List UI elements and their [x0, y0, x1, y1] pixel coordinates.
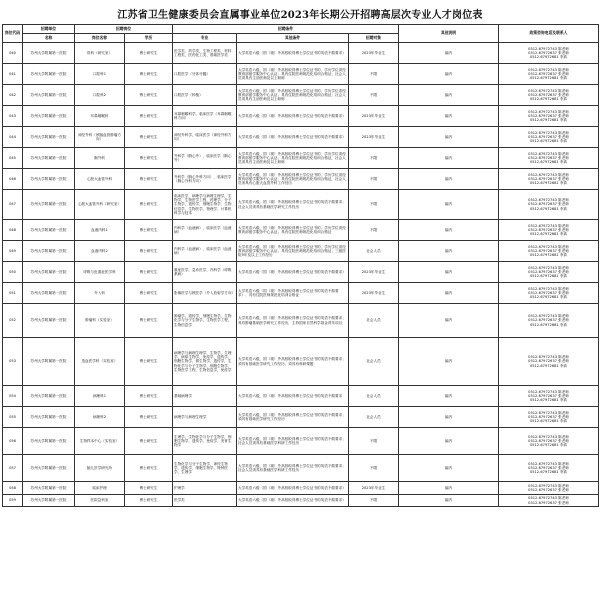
other-conditions-cell: 大学英语六级，国（境）外高校取得博士学位证书的，学历学位须经教育部留学服务中心认证；具有住院医师规范化培训合格证 — [237, 220, 349, 241]
major-cell: 临床医学，病理学与病理生理学，生物学，生物医学工程，药理学，分子生物学，遗传学，细胞生物学，生物信息学，生物医学、物理学、计算机科学与技术 — [173, 190, 237, 220]
unit-name-cell: 苏州大学附属第一医院 — [23, 148, 75, 169]
remark-cell: 编内 — [399, 190, 499, 220]
degree-cell: 博士研究生 — [125, 85, 173, 106]
post-code-cell: 056 — [3, 428, 23, 455]
degree-cell: 博士研究生 — [125, 262, 173, 283]
major-cell: 神经外科学，临床医学（神经外科方向） — [173, 127, 237, 148]
post-name-cell: 呼吸与危重症医学科 — [75, 262, 125, 283]
table-row — [3, 428, 599, 455]
header-row-1 — [3, 25, 599, 34]
table-row — [3, 169, 599, 190]
other-conditions-cell: 大学英语六级（国（境）外高校取得博士学位证书的英语不做要求） — [237, 495, 349, 507]
major-cell: 重症医学，急诊医学，内科学（呼吸系病） — [173, 262, 237, 283]
contact-cell — [499, 220, 599, 241]
post-code-cell: 042 — [3, 85, 23, 106]
contact-line: 0512-67972743 陈老师 — [528, 314, 569, 319]
contact-cell — [499, 127, 599, 148]
post-code-cell: 047 — [3, 190, 23, 220]
contact-cell — [499, 482, 599, 495]
table-row — [3, 495, 599, 507]
contact-line: 0512-67972637 张老师 — [528, 50, 569, 55]
target-cell: 不限 — [349, 64, 399, 85]
degree-cell: 博士研究生 — [125, 64, 173, 85]
table-row — [3, 241, 599, 262]
unit-name-cell: 苏州大学附属第一医院 — [23, 169, 75, 190]
target-cell: 社会人员 — [349, 338, 399, 386]
contact-line: 0512-67972637 张老师 — [528, 290, 569, 295]
table-row — [3, 190, 599, 220]
table-row — [3, 43, 599, 64]
degree-cell: 博士研究生 — [125, 43, 173, 64]
header-major: 专业 — [173, 34, 237, 43]
other-conditions-cell: 大学英语六级（国（境）外高校取得博士学位证书的英语不做要求）；具有住院医师规范化培训合格证 — [237, 283, 349, 304]
other-conditions-cell: 大学英语六级（国（境）外高校取得博士学位证书的英语不做要求） — [237, 262, 349, 283]
post-name-cell: 血液内科2 — [75, 241, 125, 262]
header-degree: 学历 — [125, 34, 173, 43]
post-name-cell: 骨科（研究室） — [75, 43, 125, 64]
unit-name-cell: 苏州大学附属第一医院 — [23, 407, 75, 428]
major-cell: 医学类 — [173, 495, 237, 507]
remark-cell: 编内 — [399, 428, 499, 455]
contact-line: 0512-67972637 张老师 — [528, 202, 569, 207]
post-code-cell: 046 — [3, 169, 23, 190]
post-code-cell: 052 — [3, 304, 23, 338]
table-row — [3, 407, 599, 428]
other-conditions-cell: 大学英语六级（国（境）外高校取得博士学位证书的英语不做要求） — [237, 482, 349, 495]
other-conditions-cell: 大学英语六级，国（境）外高校取得博士学位证书的英语不做要求；须具有基础医学研究工作经历，须具有科研课题 — [237, 338, 349, 386]
post-code-cell: 058 — [3, 482, 23, 495]
post-code-cell: 054 — [3, 386, 23, 407]
degree-cell: 博士研究生 — [125, 338, 173, 386]
contact-cell — [499, 169, 599, 190]
contact-line: 0512-67972743 陈老师 — [528, 461, 569, 466]
degree-cell: 博士研究生 — [125, 386, 173, 407]
degree-cell: 博士研究生 — [125, 428, 173, 455]
degree-cell: 博士研究生 — [125, 106, 173, 127]
table-row — [3, 85, 599, 106]
target-cell: 2023年毕业生 — [349, 106, 399, 127]
degree-cell: 博士研究生 — [125, 190, 173, 220]
other-conditions-cell: 大学英语六级（国（境）外高校取得博士学位证书的英语不做要求） — [237, 106, 349, 127]
contact-line: 0512-67972743 陈老师 — [528, 109, 569, 114]
unit-name-cell: 苏州大学附属第一医院 — [23, 386, 75, 407]
remark-cell: 编内 — [399, 148, 499, 169]
page-title: 江苏省卫生健康委员会直属事业单位2023年长期公开招聘高层次专业人才岗位表 — [117, 10, 483, 21]
post-name-cell: 医院急科室 — [75, 495, 125, 507]
remark-cell: 编内 — [399, 304, 499, 338]
contact-line: 0512-67972681 李真 — [529, 232, 568, 237]
contact-line: 0512-67972637 张老师 — [528, 500, 569, 505]
job-table — [2, 24, 599, 507]
target-cell: 社会人员 — [349, 304, 399, 338]
post-code-cell: 040 — [3, 43, 23, 64]
major-cell: 生理学，生物化学与分子生物学，细胞生物学，遗传学，免疫学，发育生物学 — [173, 428, 237, 455]
contact-line: 0512-67972637 张老师 — [528, 393, 569, 398]
contact-line: 0512-67972743 陈老师 — [528, 198, 569, 203]
contact-line: 0512-67972681 李真 — [529, 97, 568, 102]
contact-line: 0512-67972637 张老师 — [528, 227, 569, 232]
other-conditions-cell: 大学英语六级，国（境）外高校取得博士学位证书的英语不做要求；社会人员须具有基础医学科研工作经历 — [237, 455, 349, 482]
remark-cell: 编内 — [399, 482, 499, 495]
unit-name-cell: 苏州大学附属第一医院 — [23, 106, 75, 127]
contact-line: 0512-67972681 李真 — [529, 274, 568, 279]
contact-cell — [499, 148, 599, 169]
degree-cell: 博士研究生 — [125, 127, 173, 148]
contact-line: 0512-67972743 陈老师 — [528, 483, 569, 488]
contact-cell — [499, 407, 599, 428]
other-conditions-cell: 大学英语六级，国（境）外高校取得博士学位证书的英语不做要求；具有肿瘤基础医学研究工作经历，主持国家自然科学基金青年项目 — [237, 304, 349, 338]
remark-cell: 编内 — [399, 495, 499, 507]
table-row — [3, 283, 599, 304]
contact-line: 0512-67972743 陈老师 — [528, 355, 569, 360]
post-code-cell: 048 — [3, 220, 23, 241]
contact-line: 0512-67972743 陈老师 — [528, 244, 569, 249]
contact-line: 0512-67972681 李真 — [529, 76, 568, 81]
other-conditions-cell: 大学英语六级，国（境）外高校取得博士学位证书的英语不做要求；须具有基础医学研究工作经历 — [237, 407, 349, 428]
major-cell: 内科学（血液病），临床医学（血液病） — [173, 220, 237, 241]
contact-cell — [499, 106, 599, 127]
contact-line: 0512-67972681 李真 — [529, 181, 568, 186]
contact-line: 0512-67972743 陈老师 — [528, 286, 569, 291]
contact-line: 0512-67972637 张老师 — [528, 134, 569, 139]
contact-cell — [499, 43, 599, 64]
post-name-cell: 耳鼻咽喉科 — [75, 106, 125, 127]
contact-line: 0512-67972743 陈老师 — [528, 389, 569, 394]
contact-line: 0512-67972681 李真 — [529, 398, 568, 403]
target-cell: 不限 — [349, 169, 399, 190]
contact-cell — [499, 85, 599, 106]
target-cell: 不限 — [349, 455, 399, 482]
remark-cell: 编内 — [399, 106, 499, 127]
contact-line: 0512-67972681 李真 — [529, 322, 568, 327]
target-cell: 2023年毕业生 — [349, 262, 399, 283]
unit-name-cell: 苏州大学附属第一医院 — [23, 241, 75, 262]
post-code-cell: 045 — [3, 148, 23, 169]
contact-cell — [499, 190, 599, 220]
other-conditions-cell: 大学英语六级，国（境）外高校取得博士学位证书的，学历学位须经教育部留学服务中心认证；具有住院医师规范化培训合格证，社会人员须具有主治医师及以上职称 — [237, 148, 349, 169]
major-cell: 病理学与病理生理学 — [173, 407, 237, 428]
post-name-cell: 心脏大血管外科（研究室） — [75, 190, 125, 220]
major-cell: 医学类，药学类，生物工程类、材料工程类，医药化工类、基础医学类 — [173, 43, 237, 64]
contact-line: 0512-67972637 张老师 — [528, 113, 569, 118]
major-cell: 生物化学与分子生物学，神经生物学，遗传学，细胞生物学，特种医学，生理学 — [173, 455, 237, 482]
post-name-cell: 临床护理 — [75, 482, 125, 495]
post-name-cell: 胸外科 — [75, 148, 125, 169]
post-code-cell: 044 — [3, 127, 23, 148]
other-conditions-cell: 大学英语六级，国（境）外高校取得博士学位证书的英语不做要求；社会人员须具有基础医学科研工作经历 — [237, 428, 349, 455]
remark-cell: 编内 — [399, 85, 499, 106]
post-name-cell: 病理科1 — [75, 386, 125, 407]
major-cell: 耳鼻咽喉科学，临床医学（耳鼻咽喉科方向） — [173, 106, 237, 127]
major-cell: 内科学（血液病），临床医学（血液病） — [173, 241, 237, 262]
remark-cell: 编内 — [399, 386, 499, 407]
contact-line: 0512-67972637 张老师 — [528, 176, 569, 181]
unit-name-cell: 苏州大学附属第一医院 — [23, 338, 75, 386]
contact-line: 0512-67972681 李真 — [529, 160, 568, 165]
contact-line: 0512-67972743 陈老师 — [528, 88, 569, 93]
other-conditions-cell: 大学英语六级，国（境）外高校取得博士学位证书的，学历学位须经教育部留学服务中心认证；具有住院医师规范化培训合格证；社会人员须具有主治医师及以上职称 — [237, 85, 349, 106]
table-row — [3, 455, 599, 482]
target-cell: 不限 — [349, 190, 399, 220]
remark-cell: 编内 — [399, 407, 499, 428]
contact-line: 0512-67972743 陈老师 — [528, 223, 569, 228]
contact-cell — [499, 304, 599, 338]
contact-line: 0512-67972637 张老师 — [528, 92, 569, 97]
contact-cell — [499, 495, 599, 507]
contact-line: 0512-67972743 陈老师 — [528, 410, 569, 415]
major-cell: 外科学（胸心外），临床医学（胸心外） — [173, 148, 237, 169]
other-conditions-cell: 大学英语六级，国（境）外高校取得博士学位证书的，学历学位须经教育部留学服务中心认证；具有住院医师规范化培训合格证；社会人员须具有主治医师及以上职称 — [237, 64, 349, 85]
remark-cell: 编内 — [399, 127, 499, 148]
header-group-post: 招聘岗位 — [75, 25, 173, 34]
contact-line: 0512-67972637 张老师 — [528, 71, 569, 76]
degree-cell: 博士研究生 — [125, 283, 173, 304]
post-code-cell: 049 — [3, 241, 23, 262]
contact-line: 0512-67972637 张老师 — [528, 248, 569, 253]
post-name-cell: 脑儿医学研究所 — [75, 455, 125, 482]
contact-line: 0512-67972681 李真 — [529, 139, 568, 144]
post-name-cell: 心脏大血管外科 — [75, 169, 125, 190]
unit-name-cell: 苏州大学附属第一医院 — [23, 482, 75, 495]
major-cell: 口腔医学（牙体牙髓） — [173, 64, 237, 85]
other-conditions-cell: 大学英语六级，国（境）外高校取得博士学位证书的英语不做要求；社会人员须具有基础医学研究工作经历 — [237, 190, 349, 220]
post-name-cell: 血液内科1 — [75, 220, 125, 241]
degree-cell: 博士研究生 — [125, 495, 173, 507]
target-cell: 2023年毕业生 — [349, 283, 399, 304]
target-cell: 不限 — [349, 220, 399, 241]
degree-cell: 博士研究生 — [125, 407, 173, 428]
contact-line: 0512-67972681 李真 — [529, 419, 568, 424]
contact-line: 0512-67972681 李真 — [529, 443, 568, 448]
post-code-cell: 051 — [3, 283, 23, 304]
header-other: 其他条件 — [237, 34, 349, 43]
target-cell: 不限 — [349, 85, 399, 106]
post-code-cell: 053 — [3, 338, 23, 386]
header-target: 招聘对象 — [349, 34, 399, 43]
contact-line: 0512-67972637 张老师 — [528, 488, 569, 492]
contact-cell — [499, 241, 599, 262]
post-code-cell: 050 — [3, 262, 23, 283]
contact-line: 0512-67972743 陈老师 — [528, 130, 569, 135]
major-cell: 基础病理学 — [173, 386, 237, 407]
header-post-code: 岗位代码 — [3, 25, 23, 43]
remark-cell: 编内 — [399, 262, 499, 283]
table-row — [3, 482, 599, 495]
unit-name-cell: 苏州大学附属第一医院 — [23, 283, 75, 304]
target-cell: 2023年毕业生 — [349, 127, 399, 148]
contact-cell — [499, 428, 599, 455]
contact-line: 0512-67972637 张老师 — [528, 414, 569, 419]
table-row — [3, 338, 599, 386]
post-code-cell: 059 — [3, 495, 23, 507]
remark-cell: 编内 — [399, 169, 499, 190]
degree-cell: 博士研究生 — [125, 304, 173, 338]
other-conditions-cell: 大学英语六级，国（境）外高校取得博士学位证书的，学历学位须经教育部留学服务中心认证；具有住院医师规范化培训合格证；三级医院5年及以上工作经历 — [237, 241, 349, 262]
unit-name-cell: 苏州大学附属第一医院 — [23, 127, 75, 148]
contact-line: 0512-67972637 张老师 — [528, 465, 569, 470]
major-cell: 外科学（胸心外科方向），临床医学（胸心外科方向） — [173, 169, 237, 190]
remark-cell: 编内 — [399, 43, 499, 64]
degree-cell: 博士研究生 — [125, 220, 173, 241]
other-conditions-cell: 大学英语六级（国（境）外高校取得博士学位证书的英语不做要求） — [237, 43, 349, 64]
target-cell: 社会人员 — [349, 386, 399, 407]
major-cell: 护理学 — [173, 482, 237, 495]
unit-name-cell: 苏州大学附属第一医院 — [23, 495, 75, 507]
post-name-cell: 病理科2 — [75, 407, 125, 428]
header-group-cond: 招聘条件 — [173, 25, 399, 34]
header-post-name: 岗位名称 — [75, 34, 125, 43]
unit-name-cell: 苏州大学附属第一医院 — [23, 220, 75, 241]
remark-cell: 编内 — [399, 338, 499, 386]
table-row — [3, 127, 599, 148]
remark-cell: 编内 — [399, 455, 499, 482]
table-row — [3, 220, 599, 241]
major-cell: 肿瘤学，遗传学，细胞生物学，生物化学与分子生物学，生物医学工程，生物信息学 — [173, 304, 237, 338]
contact-line: 0512-67972681 李真 — [529, 206, 568, 211]
contact-cell — [499, 283, 599, 304]
post-name-cell: 口腔科1 — [75, 64, 125, 85]
post-code-cell: 057 — [3, 455, 23, 482]
header-contact: 政策咨询电话及联系人 — [499, 25, 599, 43]
unit-name-cell: 苏州大学附属第一医院 — [23, 455, 75, 482]
target-cell: 不限 — [349, 148, 399, 169]
degree-cell: 博士研究生 — [125, 482, 173, 495]
target-cell: 社会人员 — [349, 241, 399, 262]
contact-cell — [499, 386, 599, 407]
degree-cell: 博士研究生 — [125, 169, 173, 190]
contact-line: 0512-67972743 陈老师 — [528, 496, 569, 501]
remark-cell: 编内 — [399, 283, 499, 304]
post-name-cell: 神经外科（颅脑血管肿瘤方向） — [75, 127, 125, 148]
post-code-cell: 043 — [3, 106, 23, 127]
unit-name-cell: 苏州大学附属第一医院 — [23, 43, 75, 64]
header-remark: 其他说明 — [399, 25, 499, 43]
remark-cell: 编内 — [399, 241, 499, 262]
remark-cell: 编内 — [399, 64, 499, 85]
contact-line: 0512-67972681 李真 — [529, 363, 568, 368]
contact-line: 0512-67972743 陈老师 — [528, 172, 569, 177]
contact-line: 0512-67972743 陈老师 — [528, 46, 569, 51]
table-row — [3, 64, 599, 85]
unit-name-cell: 苏州大学附属第一医院 — [23, 304, 75, 338]
header-group-unit: 招聘单位 — [23, 25, 75, 34]
contact-line: 0512-67972743 陈老师 — [528, 67, 569, 72]
other-conditions-cell: 大学英语六级，国（境）外高校取得博士学位证书的英语不做要求 — [237, 386, 349, 407]
unit-name-cell: 苏州大学附属第一医院 — [23, 190, 75, 220]
post-name-cell: 口腔科2 — [75, 85, 125, 106]
contact-line: 0512-67972681 李真 — [529, 55, 568, 60]
unit-name-cell: 苏州大学附属第一医院 — [23, 64, 75, 85]
contact-line: 0512-67972681 李真 — [529, 470, 568, 475]
unit-name-cell: 苏州大学附属第一医院 — [23, 262, 75, 283]
degree-cell: 博士研究生 — [125, 148, 173, 169]
contact-line: 0512-67972681 李真 — [529, 295, 568, 300]
table-row — [3, 304, 599, 338]
post-name-cell: 介入科 — [75, 283, 125, 304]
unit-name-cell: 苏州大学附属第一医院 — [23, 85, 75, 106]
target-cell: 不限 — [349, 428, 399, 455]
contact-line: 0512-67972743 陈老师 — [528, 265, 569, 270]
contact-line: 0512-67972681 李真 — [529, 118, 568, 123]
target-cell: 2023年毕业生 — [349, 482, 399, 495]
contact-cell — [499, 338, 599, 386]
table-row — [3, 262, 599, 283]
contact-line: 0512-67972637 张老师 — [528, 438, 569, 443]
table-row — [3, 386, 599, 407]
contact-cell — [499, 262, 599, 283]
other-conditions-cell: 大学英语六级，国（境）外高校取得博士学位证书的，学历学位须经教育部留学服务中心认证；具有住院医师规范化培训合格证，社会人员须具有心脏大血管外科工作经历 — [237, 169, 349, 190]
unit-name-cell: 苏州大学附属第一医院 — [23, 428, 75, 455]
post-name-cell: 生物样本中心（实验室） — [75, 428, 125, 455]
contact-cell — [499, 455, 599, 482]
target-cell: 社会人员 — [349, 407, 399, 428]
contact-line: 0512-67972743 陈老师 — [528, 434, 569, 439]
degree-cell: 博士研究生 — [125, 455, 173, 482]
major-cell: 口腔医学（种植） — [173, 85, 237, 106]
post-code-cell: 041 — [3, 64, 23, 85]
major-cell: 病理学与病理生理学，生物学，生理学，病原生物学，免疫学，遗传学，细胞生物学，微生物学，遗传学，生物化学与分子生物学，细胞生物学，生物医学工程，生物信息学，免疫学 — [173, 338, 237, 386]
contact-line: 0512-67972637 张老师 — [528, 269, 569, 274]
contact-cell — [499, 64, 599, 85]
contact-line: 0512-67972743 陈老师 — [528, 151, 569, 156]
major-cell: 影像医学与核医学（介入放射学方向） — [173, 283, 237, 304]
post-name-cell: 肿瘤科（实验室） — [75, 304, 125, 338]
table-row — [3, 106, 599, 127]
remark-cell: 编内 — [399, 220, 499, 241]
table-row — [3, 148, 599, 169]
contact-line: 0512-67972637 张老师 — [528, 359, 569, 364]
header-name: 名称 — [23, 34, 75, 43]
target-cell: 2023年毕业生 — [349, 43, 399, 64]
contact-line: 0512-67972681 李真 — [529, 253, 568, 258]
degree-cell: 博士研究生 — [125, 241, 173, 262]
post-code-cell: 055 — [3, 407, 23, 428]
target-cell: 不限 — [349, 495, 399, 507]
contact-line: 0512-67972637 张老师 — [528, 155, 569, 160]
contact-line: 0512-67972637 张老师 — [528, 318, 569, 323]
post-name-cell: 造血医学科（实验室） — [75, 338, 125, 386]
other-conditions-cell: 大学英语六级（国（境）外高校取得博士学位证书的英语不做要求） — [237, 127, 349, 148]
